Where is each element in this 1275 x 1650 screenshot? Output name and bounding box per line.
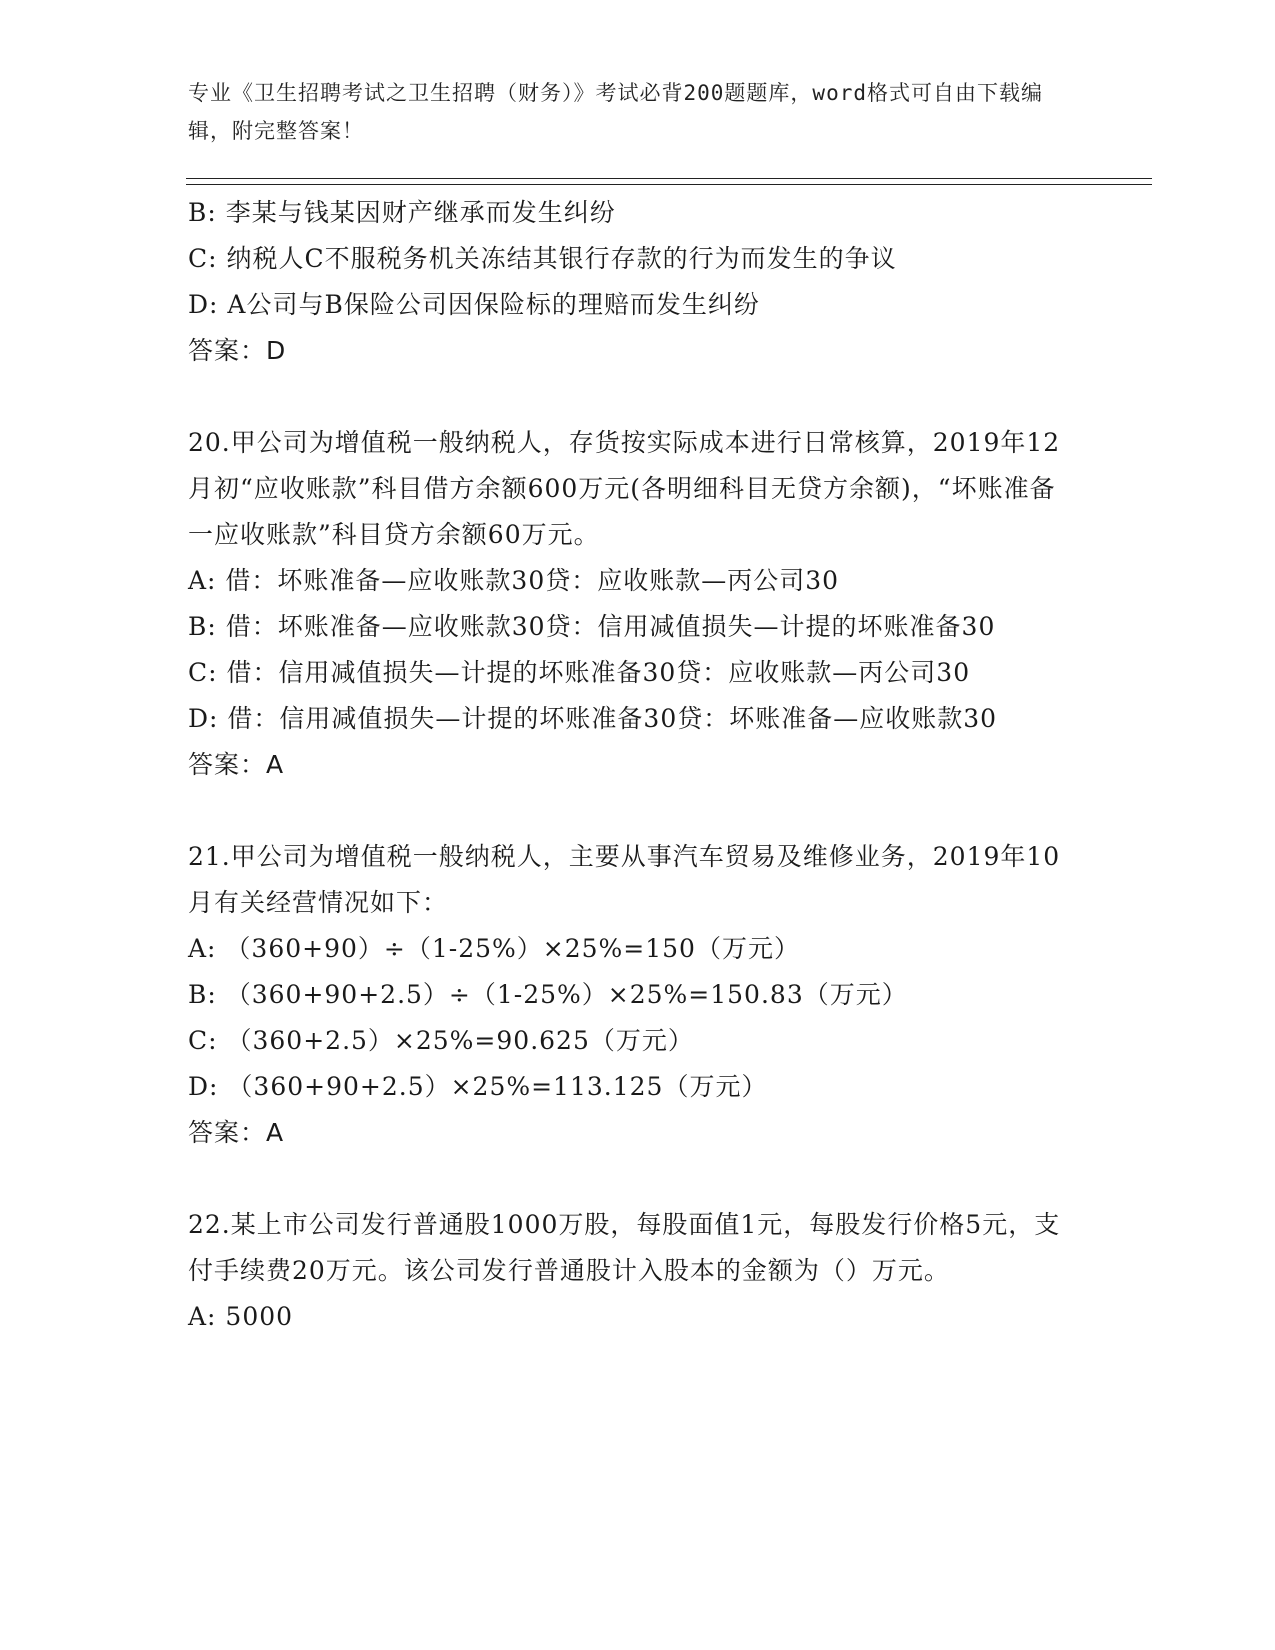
question-stem: 21.甲公司为增值税一般纳税人，主要从事汽车贸易及维修业务，2019年10月有关经营情况如下： [188,842,1061,917]
option-d: D: A公司与B保险公司因保险标的理赔而发生纠纷 [188,290,760,319]
header-divider-bottom [186,184,1152,185]
question-19-tail [188,190,1068,374]
answer-line: 答案：A [188,1118,285,1147]
spacer [188,1156,1068,1202]
header-title: 专业《卫生招聘考试之卫生招聘（财务）》考试必背200题题库，word格式可自由下载编辑，附完整答案！ [188,81,1043,143]
document-body [188,190,1068,1340]
question-21 [188,834,1068,1156]
header-divider-top [186,178,1152,179]
option-d: D: 借：信用减值损失—计提的坏账准备30贷：坏账准备—应收账款30 [188,704,998,733]
option-c: C: 纳税人C不服税务机关冻结其银行存款的行为而发生的争议 [188,244,897,273]
spacer [188,788,1068,834]
option-a: A: 5000 [188,1302,294,1331]
spacer [188,374,1068,420]
document-header [188,74,1068,150]
option-a: A: （360+90）÷（1-25%）×25%=150（万元） [188,934,800,963]
option-c: C: （360+2.5）×25%=90.625（万元） [188,1026,694,1055]
option-b: B: （360+90+2.5）÷（1-25%）×25%=150.83（万元） [188,980,908,1009]
option-d: D: （360+90+2.5）×25%=113.125（万元） [188,1072,768,1101]
option-a: A: 借：坏账准备—应收账款30贷：应收账款—丙公司30 [188,566,840,595]
option-b: B: 李某与钱某因财产继承而发生纠纷 [188,198,616,227]
option-b: B: 借：坏账准备—应收账款30贷：信用减值损失—计提的坏账准备30 [188,612,996,641]
question-20 [188,420,1068,788]
answer-line: 答案：A [188,750,285,779]
question-stem: 20.甲公司为增值税一般纳税人，存货按实际成本进行日常核算，2019年12月初“应收账款”科目借方余额600万元(各明细科目无贷方余额)，“坏账准备一应收账款”科目贷方余额60万元。 [188,428,1061,549]
option-c: C: 借：信用减值损失—计提的坏账准备30贷：应收账款—丙公司30 [188,658,971,687]
question-22 [188,1202,1068,1340]
answer-line: 答案：D [188,336,287,365]
question-stem: 22.某上市公司发行普通股1000万股，每股面值1元，每股发行价格5元，支付手续费20万元。该公司发行普通股计入股本的金额为（）万元。 [188,1210,1061,1285]
